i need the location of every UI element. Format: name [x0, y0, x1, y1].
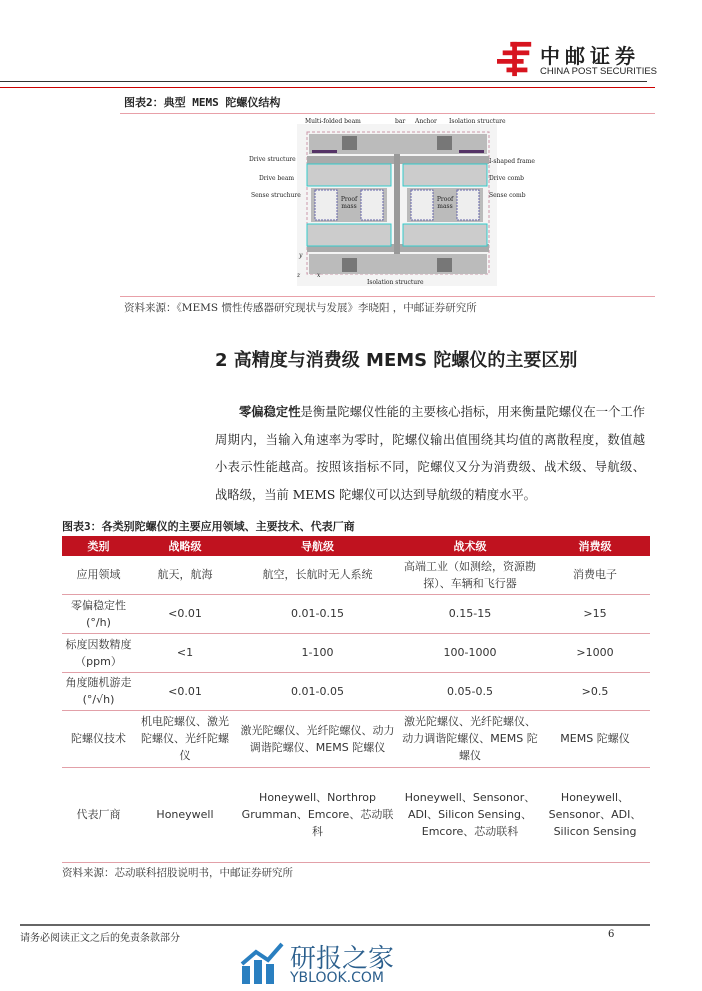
- table-row: [62, 633, 650, 672]
- table-cell: <0.01: [135, 594, 235, 633]
- label-isolation-top: Isolation structure: [449, 118, 506, 125]
- label-sense-comb: Sense comb: [489, 192, 526, 199]
- gyroscope-categories-table: [62, 536, 650, 863]
- table-cell: <1: [135, 633, 235, 672]
- table-cell: >1000: [540, 633, 650, 672]
- label-proof-mass-left: Proof mass: [340, 196, 358, 210]
- brand-name-cn: 中邮证券: [540, 44, 640, 68]
- axis-z-label: z: [297, 272, 301, 279]
- row-label-cell: 应用领域: [62, 556, 135, 594]
- header-divider: [0, 81, 647, 82]
- paragraph-text: 是衡量陀螺仪性能的主要核心指标，用来衡量陀螺仪在一个工作周期内，当输入角速率为零时，陀螺仪输出值围绕其均值的离散程度，数值越小表示性能越高。按照该指标不同，陀螺仪又分为消费级、战术级、导航级、战略级，当前 MEMS 陀螺仪可以达到导航级的精度水平。: [215, 405, 645, 502]
- footer-divider: [20, 924, 650, 926]
- table-cell: 机电陀螺仪、激光陀螺仪、光纤陀螺仪: [135, 710, 235, 767]
- label-multi-folded-beam: Multi-folded beam: [305, 118, 361, 125]
- header-category: 类别: [62, 536, 135, 556]
- header-navigation: 导航级: [235, 536, 400, 556]
- table-cell: MEMS 陀螺仪: [540, 710, 650, 767]
- label-bar: bar: [395, 118, 406, 125]
- figure-title-divider: [120, 113, 655, 114]
- table-row: [62, 672, 650, 710]
- term-bias-stability: 零偏稳定性: [239, 404, 301, 419]
- china-post-logo-icon: [497, 40, 535, 78]
- label-proof-mass-right: Proof mass: [436, 196, 454, 210]
- table-header-row: [62, 536, 650, 556]
- label-drive-beam: Drive beam: [259, 175, 295, 182]
- brand-name-en: CHINA POST SECURITIES: [540, 66, 658, 77]
- row-label-cell: 零偏稳定性(°/h): [62, 594, 135, 633]
- header-strategic: 战略级: [135, 536, 235, 556]
- table-cell: <0.01: [135, 672, 235, 710]
- table-row: [62, 710, 650, 767]
- table-cell: 0.15-15: [400, 594, 540, 633]
- figure-source: 资料来源：《MEMS 惯性传感器研究现状与发展》李晓阳 ，中邮证券研究所: [124, 302, 477, 314]
- row-label-cell: 标度因数精度（ppm）: [62, 633, 135, 672]
- figure-divider: [120, 296, 655, 297]
- header-consumer: 消费级: [540, 536, 650, 556]
- table-cell: 1-100: [235, 633, 400, 672]
- table-cell: 0.01-0.05: [235, 672, 400, 710]
- label-isolation-bottom: Isolation structure: [367, 279, 424, 286]
- table-cell: >0.5: [540, 672, 650, 710]
- header-divider-red: [0, 87, 655, 88]
- table-cell: 激光陀螺仪、光纤陀螺仪、动力调谐陀螺仪、MEMS 陀螺仪: [235, 710, 400, 767]
- table-row: [62, 594, 650, 633]
- axis-x-label: x: [317, 272, 321, 279]
- axis-y-label: y: [299, 252, 303, 259]
- table-cell: Honeywell、Sensonor、ADI、Silicon Sensing: [540, 767, 650, 862]
- table-cell: 激光陀螺仪、光纤陀螺仪、动力调谐陀螺仪、MEMS 陀螺仪: [400, 710, 540, 767]
- label-drive-structure: Drive structure: [249, 156, 296, 163]
- row-label-cell: 代表厂商: [62, 767, 135, 862]
- label-anchor: Anchor: [415, 118, 437, 125]
- footer-disclaimer: 请务必阅读正文之后的免责条款部分: [20, 933, 180, 944]
- table-cell: 高端工业（如测绘，资源勘探）、车辆和飞行器: [400, 556, 540, 594]
- label-sense-structure: Sense struchure: [251, 192, 301, 199]
- table-cell: Honeywell: [135, 767, 235, 862]
- table-cell: 消费电子: [540, 556, 650, 594]
- header-tactical: 战术级: [400, 536, 540, 556]
- table-source: 资料来源：芯动联科招股说明书，中邮证券研究所: [62, 867, 293, 879]
- table-row: [62, 767, 650, 862]
- table-title: 图表3：各类别陀螺仪的主要应用领域、主要技术、代表厂商: [62, 520, 355, 533]
- watermark: [240, 940, 440, 988]
- page-number: 6: [608, 929, 615, 940]
- table-cell: 航空，长航时无人系统: [235, 556, 400, 594]
- label-i-shaped-frame: I-shaped frame: [489, 158, 535, 165]
- watermark-en: YBLOOK.COM: [290, 970, 385, 986]
- section-heading: 2 高精度与消费级 MEMS 陀螺仪的主要区别: [215, 350, 578, 371]
- table-cell: 0.01-0.15: [235, 594, 400, 633]
- body-paragraph: [215, 398, 645, 509]
- row-label-cell: 角度随机游走(°/√h): [62, 672, 135, 710]
- table-cell: 0.05-0.5: [400, 672, 540, 710]
- watermark-cn: 研报之家: [290, 944, 395, 974]
- mems-gyroscope-structure-diagram: [249, 118, 535, 286]
- table-cell: 航天，航海: [135, 556, 235, 594]
- table-cell: Honeywell、Northrop Grumman、Emcore、芯动联科: [235, 767, 400, 862]
- table-row: [62, 556, 650, 594]
- table-cell: >15: [540, 594, 650, 633]
- table-cell: 100-1000: [400, 633, 540, 672]
- table-cell: Honeywell、Sensonor、ADI、Silicon Sensing、Emcore、芯动联科: [400, 767, 540, 862]
- watermark-chart-icon: [240, 942, 284, 986]
- label-drive-comb: Drive comb: [489, 175, 524, 182]
- row-label-cell: 陀螺仪技术: [62, 710, 135, 767]
- figure-title: 图表2：典型 MEMS 陀螺仪结构: [124, 96, 281, 109]
